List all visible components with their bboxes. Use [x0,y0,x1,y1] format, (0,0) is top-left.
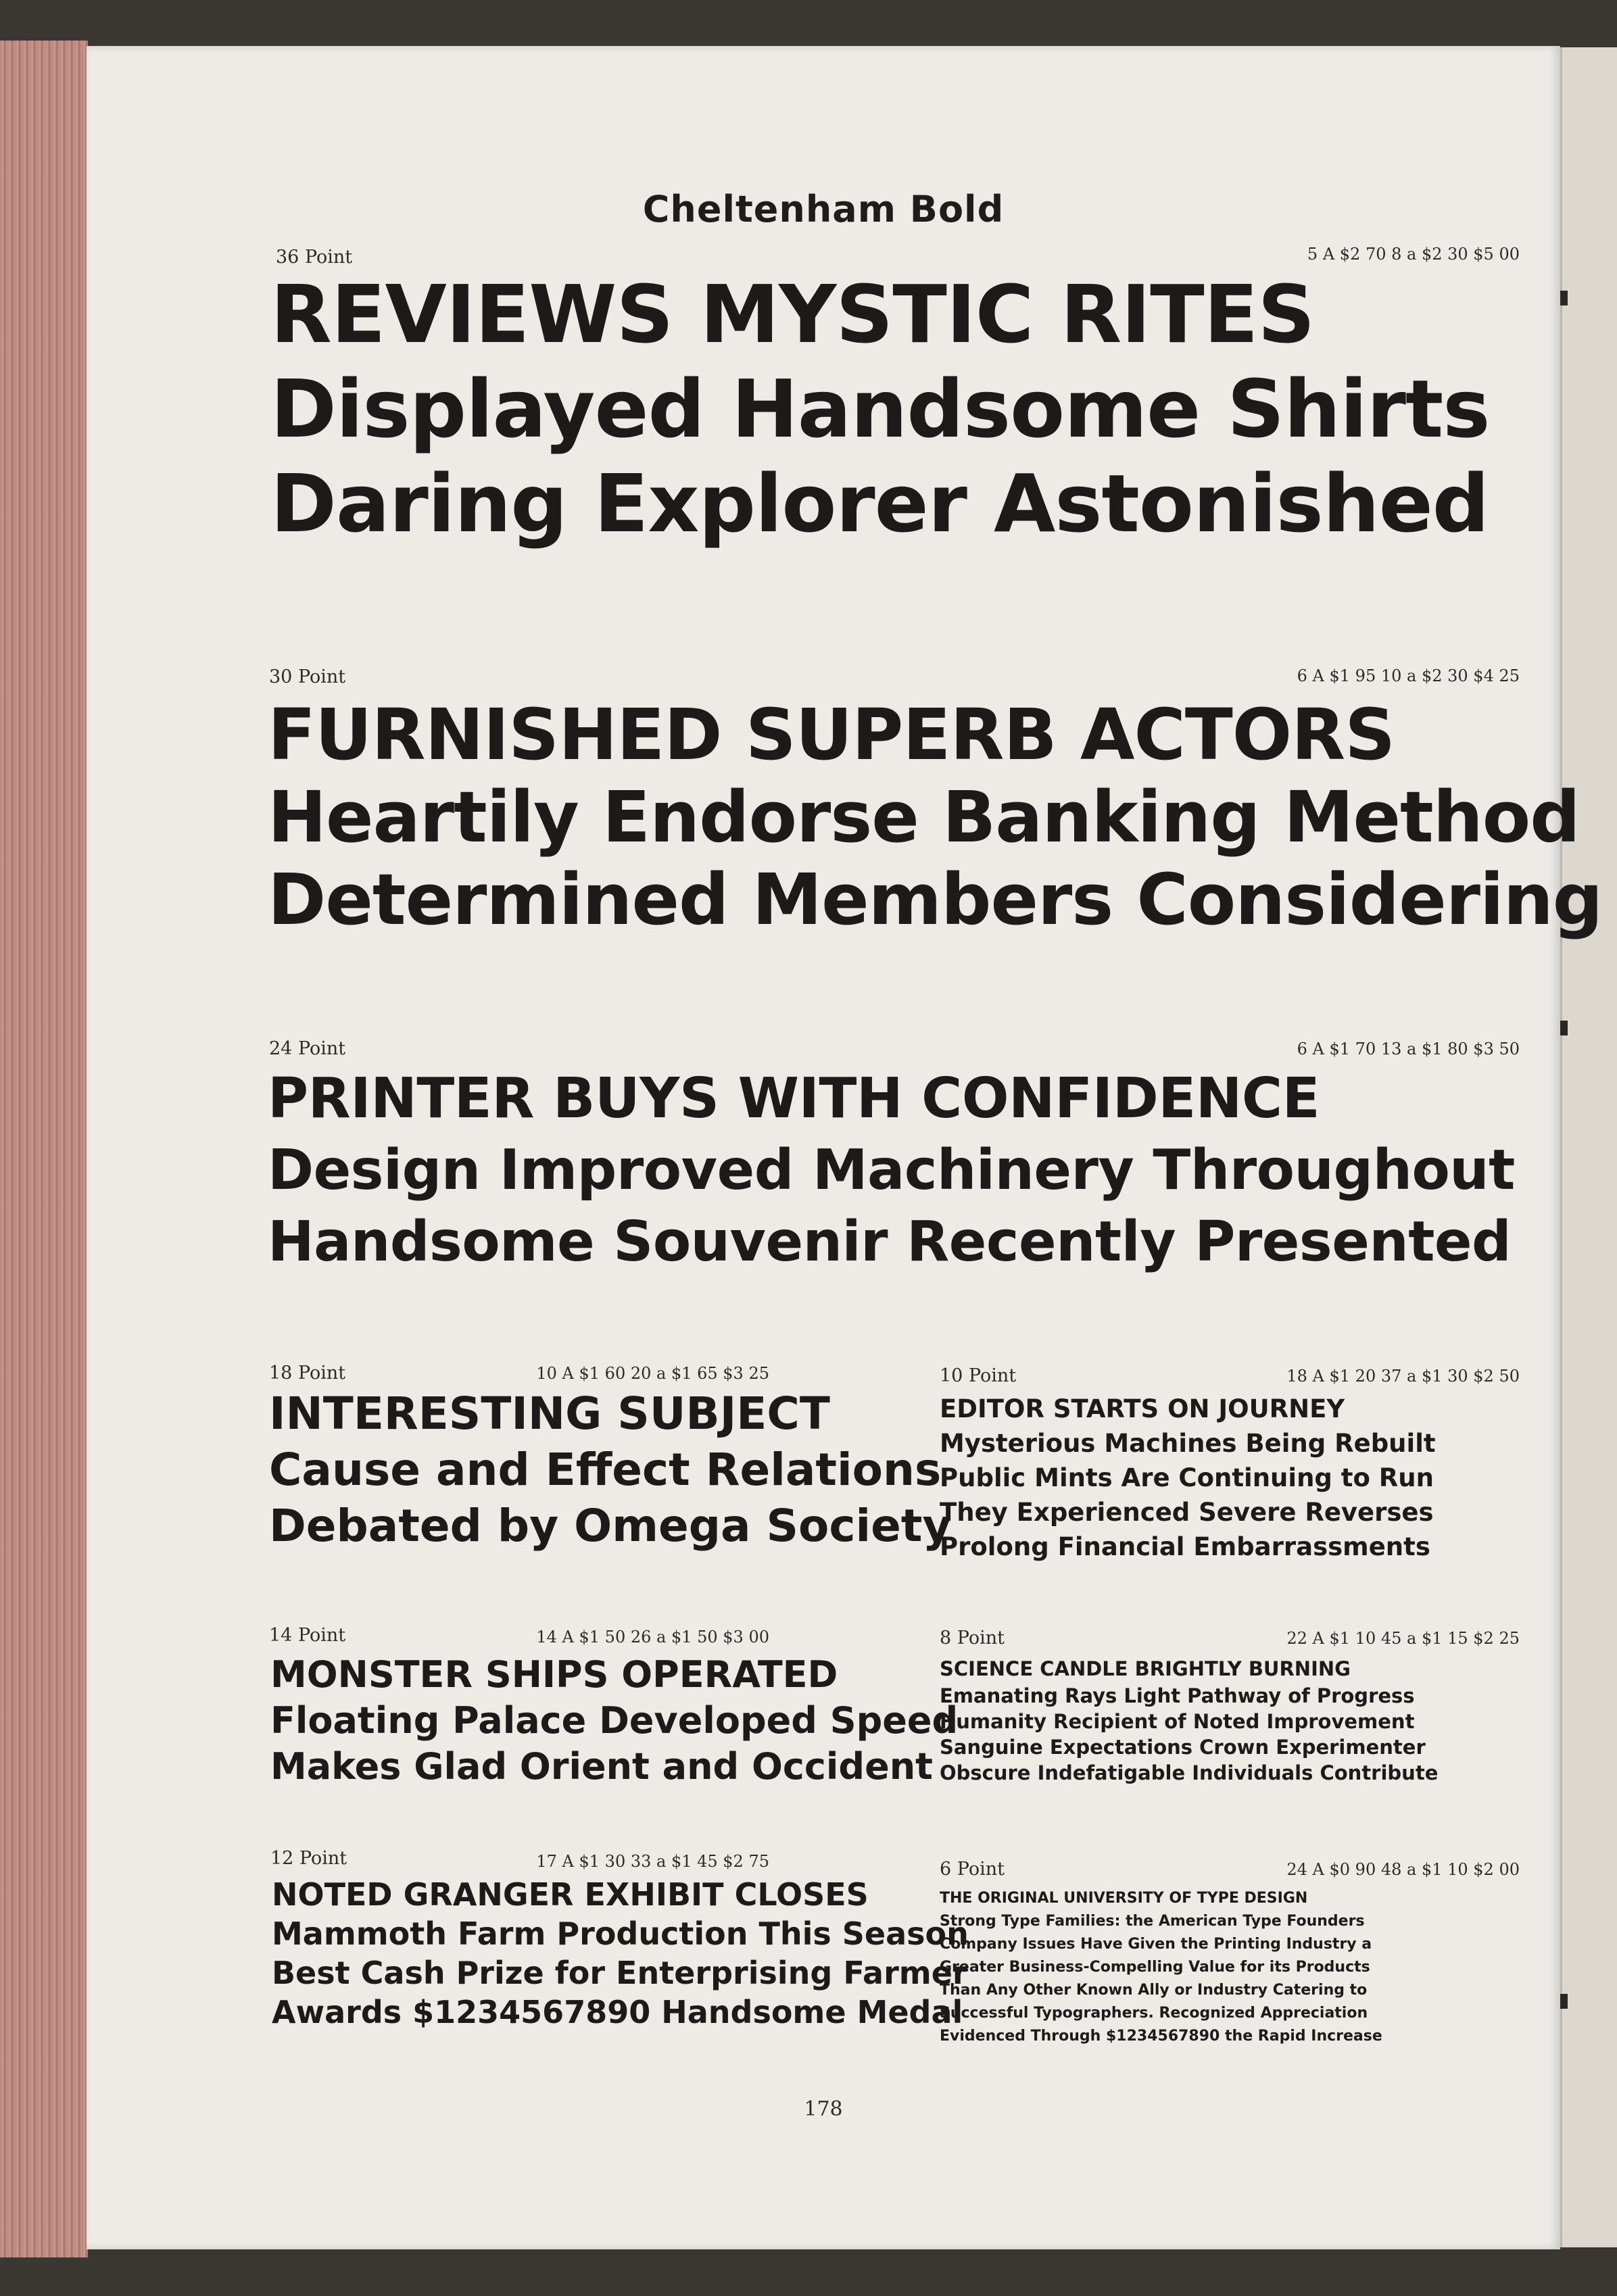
specimen-line: Heartily Endorse Banking Method [268,776,1580,858]
specimen-line: Design Improved Machinery Throughout [268,1138,1515,1202]
specimen-line: Humanity Recipient of Noted Improvement [940,1710,1415,1733]
specimen-line: EDITOR STARTS ON JOURNEY [940,1394,1345,1423]
page-title: Cheltenham Bold [642,188,1005,230]
specimen-line: Determined Members Considering [268,858,1603,941]
size-label-10: 10 Point [940,1365,1017,1386]
specimen-line: Prolong Financial Embarrassments [940,1532,1430,1561]
price-18: 10 A $1 60 20 a $1 65 $3 25 [536,1364,769,1383]
specimen-line: FURNISHED SUPERB ACTORS [268,693,1395,776]
price-36: 5 A $2 70 8 a $2 30 $5 00 [1307,245,1520,264]
size-label-6: 6 Point [940,1859,1005,1880]
specimen-line: INTERESTING SUBJECT [269,1388,830,1440]
specimen-line: Evidenced Through $1234567890 the Rapid Increase [940,2028,1382,2045]
price-8: 22 A $1 10 45 a $1 15 $2 25 [1286,1629,1520,1648]
size-label-14: 14 Point [269,1625,346,1646]
specimen-line: Successful Typographers. Recognized Appreciation [940,2005,1368,2022]
specimen-line: PRINTER BUYS WITH CONFIDENCE [268,1067,1320,1131]
size-label-24: 24 Point [269,1038,346,1059]
specimen-line: Floating Palace Developed Speed [270,1699,959,1742]
specimen-line: Displayed Handsome Shirts [270,362,1490,456]
specimen-line: Cause and Effect Relations [269,1444,942,1496]
specimen-line: SCIENCE CANDLE BRIGHTLY BURNING [940,1657,1351,1680]
specimen-line: Emanating Rays Light Pathway of Progress [940,1684,1415,1707]
price-10: 18 A $1 20 37 a $1 30 $2 50 [1286,1367,1520,1386]
specimen-line: Mammoth Farm Production This Season [272,1915,969,1952]
specimen-line: REVIEWS MYSTIC RITES [270,268,1315,361]
specimen-line: Greater Business-Compelling Value for its Products [940,1959,1370,1976]
specimen-line: Debated by Omega Society [269,1500,952,1552]
specimen-line: NOTED GRANGER EXHIBIT CLOSES [272,1876,869,1913]
specimen-line: Handsome Souvenir Recently Presented [268,1210,1512,1274]
size-label-30: 30 Point [269,666,346,687]
specimen-line: Awards $1234567890 Handsome Medal [272,1994,963,2030]
price-14: 14 A $1 50 26 a $1 50 $3 00 [536,1628,769,1646]
size-label-8: 8 Point [940,1628,1005,1648]
specimen-line: Daring Explorer Astonished [270,457,1489,550]
specimen-line: Public Mints Are Continuing to Run [940,1463,1434,1492]
price-24: 6 A $1 70 13 a $1 80 $3 50 [1297,1040,1520,1058]
specimen-line: Mysterious Machines Being Rebuilt [940,1429,1436,1458]
specimen-line: They Experienced Severe Reverses [940,1498,1434,1527]
specimen-line: Sanguine Expectations Crown Experimenter [940,1736,1426,1759]
specimen-line: MONSTER SHIPS OPERATED [270,1653,838,1696]
specimen-line: THE ORIGINAL UNIVERSITY OF TYPE DESIGN [940,1890,1308,1907]
specimen-line: Obscure Indefatigable Individuals Contribute [940,1761,1439,1784]
size-label-36: 36 Point [276,247,353,268]
specimen-line: Company Issues Have Given the Printing Industry a [940,1936,1372,1953]
price-6: 24 A $0 90 48 a $1 10 $2 00 [1286,1860,1520,1879]
specimen-line: Than Any Other Known Ally or Industry Catering to [940,1982,1368,1999]
size-label-12: 12 Point [270,1848,347,1869]
adjacent-page-edge [1560,47,1617,2247]
price-30: 6 A $1 95 10 a $2 30 $4 25 [1297,666,1520,685]
specimen-line: Best Cash Prize for Enterprising Farmer [272,1955,968,1991]
price-12: 17 A $1 30 33 a $1 45 $2 75 [536,1852,769,1871]
specimen-line: Strong Type Families: the American Type Founders [940,1913,1365,1930]
page-number: 178 [804,2097,843,2121]
specimen-page [87,46,1603,2249]
book-page-edges [0,41,88,2257]
specimen-line: Makes Glad Orient and Occident [270,1745,933,1788]
size-label-18: 18 Point [269,1363,346,1384]
